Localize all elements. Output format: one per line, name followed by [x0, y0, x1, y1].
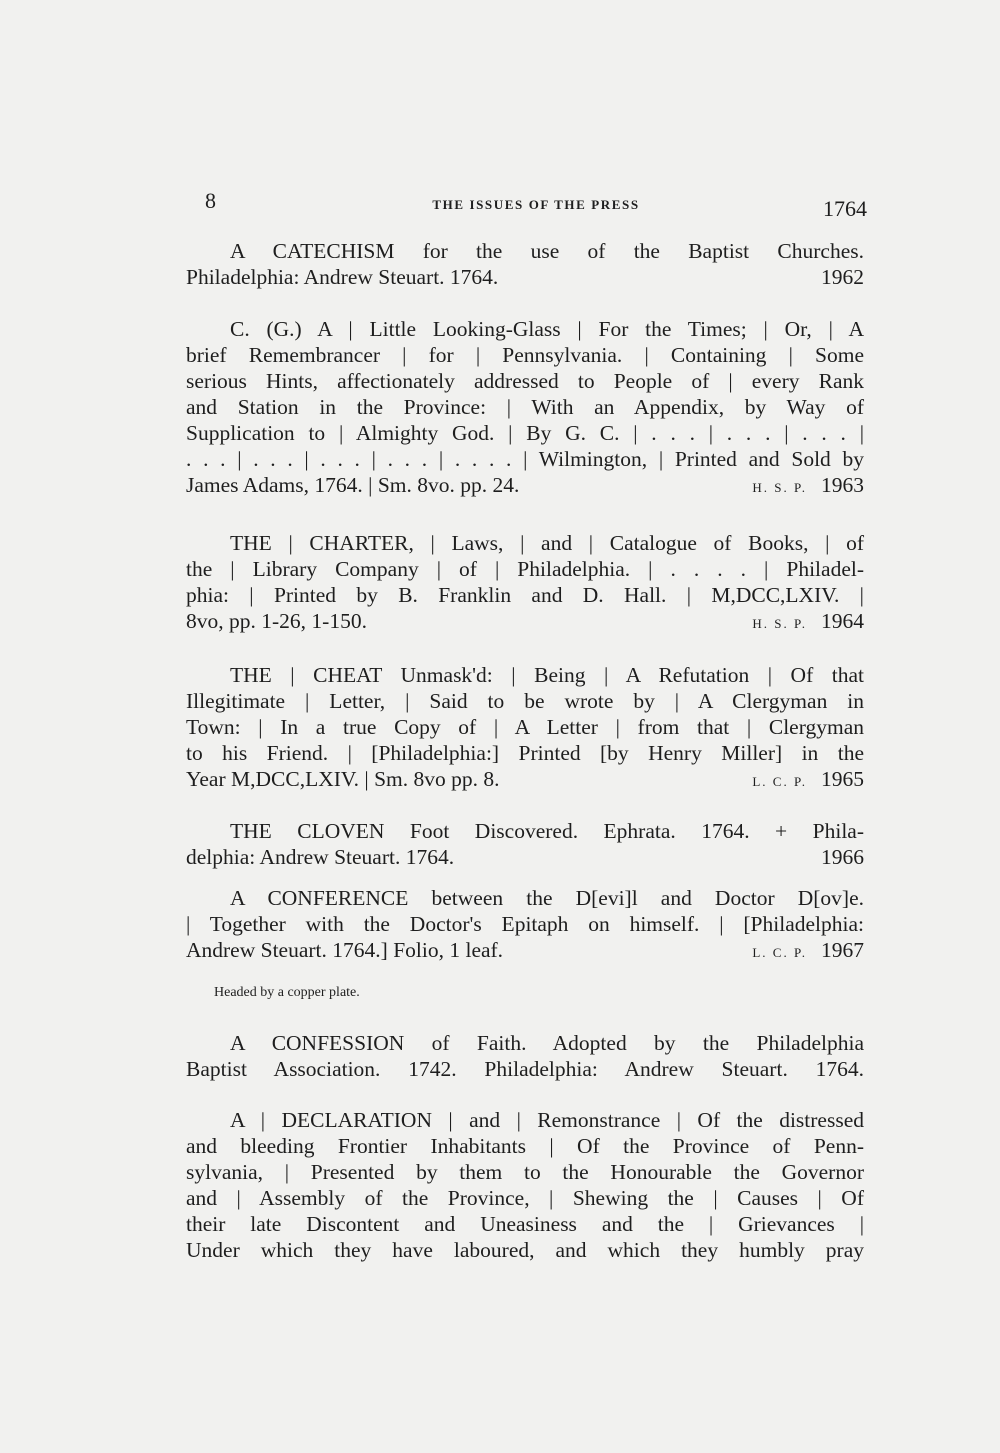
entry-number: 1964 [821, 609, 864, 633]
entry-ref [752, 766, 864, 795]
entry-line: and Station in the Province: | With an Appendix, by Way of [186, 395, 864, 419]
entry-confession [186, 1030, 864, 1082]
entry-line: A CATECHISM for the use of the Baptist Churches. [230, 239, 864, 263]
entry-line: serious Hints, affectionately addressed to People of | every Rank [186, 369, 864, 393]
entry-line: Baptist Association. 1742. Philadelphia: Andrew Steuart. 1764. [186, 1057, 864, 1081]
entry-line: to his Friend. | [Philadelphia:] Printed [by Henry Miller] in the [186, 741, 864, 765]
entry-line: Philadelphia: Andrew Steuart. 1764. [186, 265, 499, 289]
entry-line: phia: | Printed by B. Franklin and D. Hall. | M,DCC,LXIV. | [186, 583, 864, 607]
entry-line: A CONFESSION of Faith. Adopted by the Philadelphia [230, 1031, 864, 1055]
entry-line: Andrew Steuart. 1764.] Folio, 1 leaf. [186, 938, 504, 962]
entry-line: 8vo, pp. 1-26, 1-150. [186, 609, 367, 633]
entry-1966 [186, 818, 864, 870]
entry-line: | Together with the Doctor's Epitaph on himself. | [Philadelphia: [186, 912, 864, 936]
entry-last-line [186, 472, 864, 498]
entry-1967 [186, 885, 864, 966]
entry-line: THE CLOVEN Foot Discovered. Ephrata. 1764. + Phila- [230, 819, 864, 843]
entry-1965 [186, 662, 864, 795]
entry-line: delphia: Andrew Steuart. 1764. [186, 845, 455, 869]
entry-line: THE | CHEAT Unmask'd: | Being | A Refutation | Of that [230, 663, 864, 687]
entry-1963 [186, 316, 864, 501]
page-number: 8 [205, 188, 216, 213]
entry-line: Illegitimate | Letter, | Said to be wrote by | A Clergyman in [186, 689, 864, 713]
entry-1962 [186, 238, 864, 290]
entry-line: Supplication to | Almighty God. | By G. C. | . . . | . . . | . . . | [186, 421, 864, 445]
entry-line: Year M,DCC,LXIV. | Sm. 8vo pp. 8. [186, 767, 500, 791]
entry-ref [752, 608, 864, 637]
entry-last-line [186, 766, 864, 792]
header-year: 1764 [823, 196, 867, 221]
entry-note: Headed by a copper plate. [214, 985, 360, 1000]
entry-number: 1966 [821, 845, 864, 869]
library-location: L. C. P. [752, 945, 807, 960]
entry-declaration [186, 1107, 864, 1263]
running-header [205, 188, 867, 222]
entry-line: C. (G.) A | Little Looking-Glass | For the Times; | Or, | A [230, 317, 864, 341]
entry-line: James Adams, 1764. | Sm. 8vo. pp. 24. [186, 473, 520, 497]
entry-last-line [186, 937, 864, 963]
entry-line: and bleeding Frontier Inhabitants | Of the Province of Penn- [186, 1134, 864, 1158]
entry-line: A | DECLARATION | and | Remonstrance | Of the distressed [230, 1108, 864, 1132]
library-location: L. C. P. [752, 774, 807, 789]
entry-line: Town: | In a true Copy of | A Letter | from that | Clergyman [186, 715, 864, 739]
running-title: THE ISSUES OF THE PRESS [432, 197, 640, 212]
entry-line: and | Assembly of the Province, | Shewing the | Causes | Of [186, 1186, 864, 1210]
entry-line: Under which they have laboured, and which they humbly pray [186, 1238, 864, 1262]
entry-line: sylvania, | Presented by them to the Honourable the Governor [186, 1160, 864, 1184]
entry-ref [752, 472, 864, 501]
entry-line: brief Remembrancer | for | Pennsylvania. | Containing | Some [186, 343, 864, 367]
entry-last-line [186, 608, 864, 634]
entry-1964 [186, 530, 864, 637]
entry-line: the | Library Company | of | Philadelphia. | . . . . | Philadel- [186, 557, 864, 581]
entry-line: . . . | . . . | . . . | . . . | . . . . | Wilmington, | Printed and Sold by [186, 447, 864, 471]
entry-ref [752, 937, 864, 966]
entry-line: THE | CHARTER, | Laws, | and | Catalogue of Books, | of [230, 531, 864, 555]
entry-number: 1965 [821, 767, 864, 791]
library-location: H. S. P. [752, 480, 807, 495]
entry-number: 1967 [821, 938, 864, 962]
entry-number: 1963 [821, 473, 864, 497]
entry-line: their late Discontent and Uneasiness and the | Grievances | [186, 1212, 864, 1236]
entry-line: A CONFERENCE between the D[evi]l and Doctor D[ov]e. [230, 886, 864, 910]
entry-last-line [186, 264, 864, 290]
entry-last-line [186, 844, 864, 870]
entry-number: 1962 [821, 265, 864, 289]
library-location: H. S. P. [752, 616, 807, 631]
